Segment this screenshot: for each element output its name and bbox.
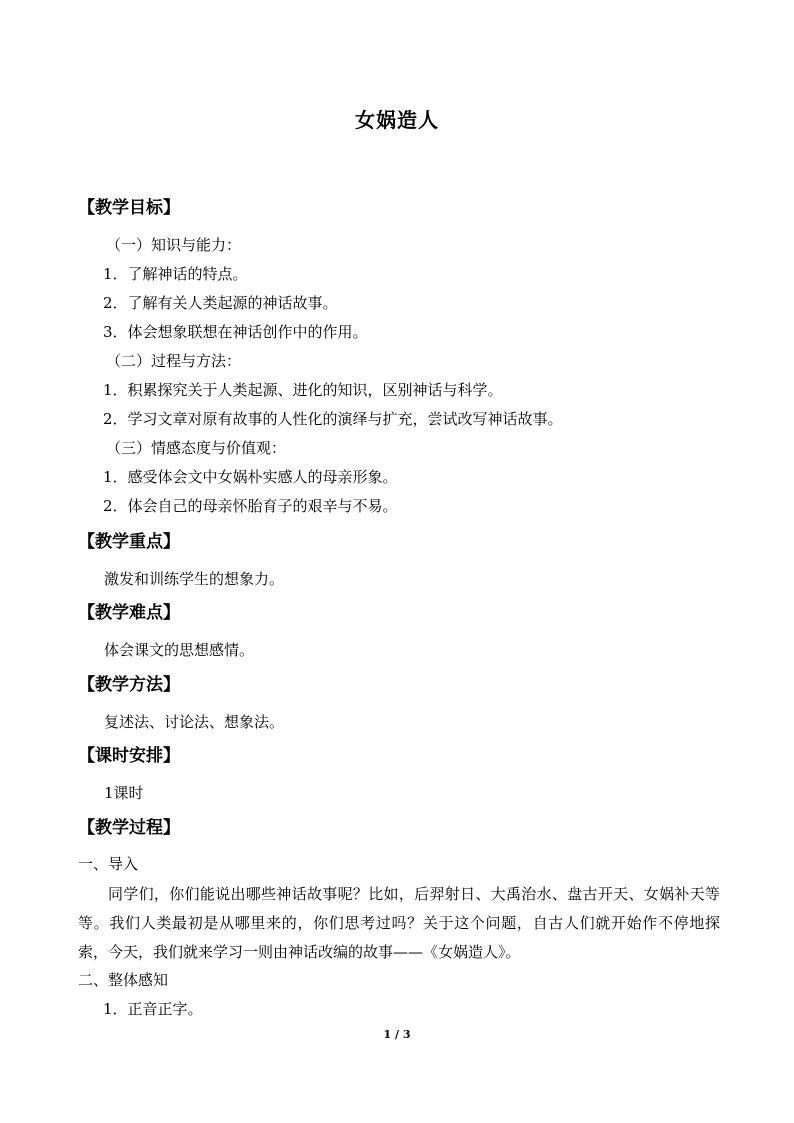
heading-difficulties: 【教学难点】 xyxy=(78,603,180,623)
heading-methods: 【教学方法】 xyxy=(78,675,180,695)
goals-item: 1．感受体会文中女娲朴实感人的母亲形象。 xyxy=(103,468,398,486)
methods-text: 复述法、讨论法、想象法。 xyxy=(104,713,285,731)
goals-subheading-values: （三）情感态度与价值观： xyxy=(106,439,287,457)
document-title: 女娲造人 xyxy=(355,108,439,132)
process-section-overview: 二、整体感知 xyxy=(78,971,169,989)
goals-item: 3．体会想象联想在神话创作中的作用。 xyxy=(103,323,368,341)
key-points-text: 激发和训练学生的想象力。 xyxy=(104,570,285,588)
goals-subheading-knowledge: （一）知识与能力： xyxy=(106,236,242,254)
goals-subheading-process: （二）过程与方法： xyxy=(106,352,242,370)
difficulties-text: 体会课文的思想感情。 xyxy=(104,641,255,659)
goals-item: 2．学习文章对原有故事的人性化的演绎与扩充，尝试改写神话故事。 xyxy=(103,410,563,428)
page-number: 1 / 3 xyxy=(383,1028,411,1041)
intro-paragraph: 同学们，你们能说出哪些神话故事呢？比如，后羿射日、大禹治水、盘古开天、女娲补天等等。我们人类最初是从哪里来的，你们思考过吗？关于这个问题，自古人们就开始作不停地探索，今天，我们就来学习一则由神话改编的故事——《女娲造人》。 xyxy=(78,885,720,961)
process-section-intro: 一、导入 xyxy=(78,855,139,873)
goals-item: 1．了解神话的特点。 xyxy=(103,265,248,283)
goals-item: 1．积累探究关于人类起源、进化的知识，区别神话与科学。 xyxy=(103,381,503,399)
goals-item: 2．体会自己的母亲怀胎育子的艰辛与不易。 xyxy=(103,497,398,515)
heading-process: 【教学过程】 xyxy=(78,818,180,838)
heading-teaching-goals: 【教学目标】 xyxy=(78,198,180,218)
overview-item: 1．正音正字。 xyxy=(103,1000,203,1018)
heading-schedule: 【课时安排】 xyxy=(78,746,180,766)
heading-key-points: 【教学重点】 xyxy=(78,532,180,552)
goals-item: 2．了解有关人类起源的神话故事。 xyxy=(103,294,338,312)
schedule-text: 1课时 xyxy=(104,784,144,802)
